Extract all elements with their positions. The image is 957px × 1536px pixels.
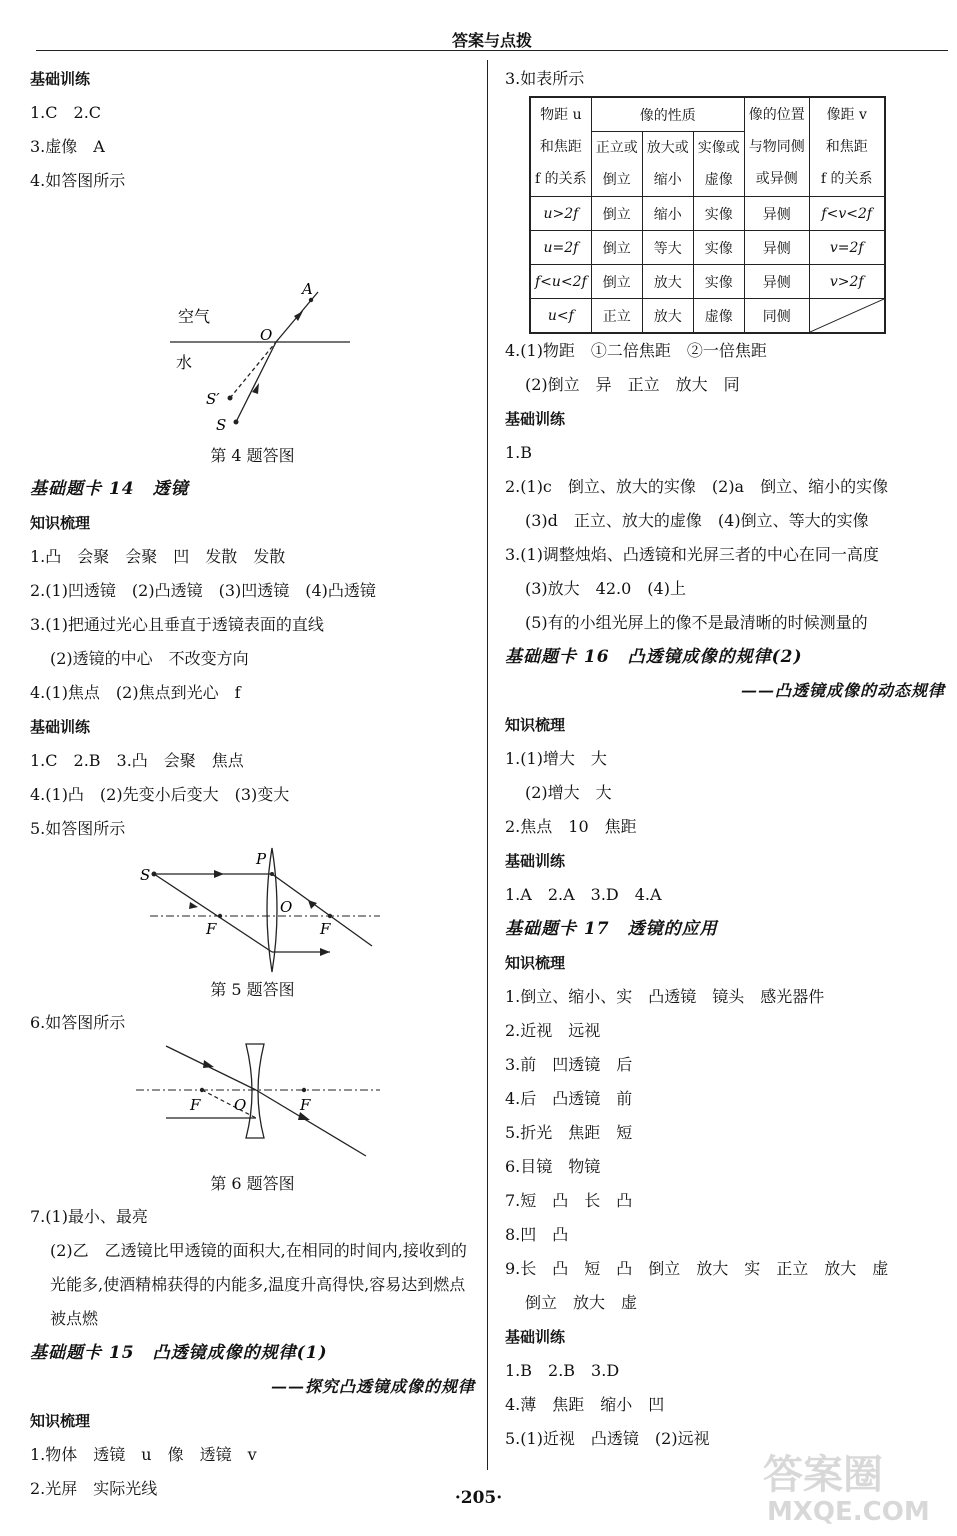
answer-line: 1.B 2.B 3.D: [505, 1361, 620, 1380]
imaging-rules-table: [529, 96, 886, 334]
card-title: 基础题卡 15 凸透镜成像的规律(1): [30, 1343, 328, 1363]
table-subheader: [591, 132, 642, 197]
column-divider: [487, 60, 488, 1470]
concave-lens-diagram: [30, 1040, 470, 1168]
answer-line: 2.光屏 实际光线: [30, 1479, 158, 1498]
table-header-image-distance: [809, 97, 885, 197]
answer-line: 倒立 放大 虚: [525, 1293, 638, 1312]
header-line: 物距 u: [540, 107, 582, 123]
table-cell: 正立: [591, 299, 642, 334]
section-title: 基础训练: [505, 410, 566, 428]
answer-line: 7.短 凸 长 凸: [505, 1191, 633, 1210]
answer-line: 9.长 凸 短 凸 倒立 放大 实 正立 放大 虚: [505, 1259, 889, 1278]
table-cell: 虚像: [693, 299, 744, 334]
card-title: 基础题卡 17 透镜的应用: [505, 919, 718, 939]
table-cell: 异侧: [744, 231, 809, 265]
header-line: 和焦距: [539, 139, 582, 155]
header-line: 或异侧: [755, 171, 798, 187]
header-line: f 的关系: [820, 171, 873, 187]
point-s-label: S: [216, 416, 227, 434]
table-cell: 异侧: [744, 265, 809, 299]
page-header: 答案与点拨: [451, 31, 532, 50]
focus-left-label: F: [206, 920, 217, 938]
header-line: 与物同侧: [748, 139, 805, 155]
section-title: 基础训练: [30, 718, 91, 736]
answer-line: 4.后 凸透镜 前: [505, 1089, 633, 1108]
answer-line: 1.倒立、缩小、实 凸透镜 镜头 感光器件: [505, 987, 825, 1006]
answer-line: 4.(1)焦点 (2)焦点到光心 f: [30, 683, 241, 702]
figure-caption: 第 4 题答图: [210, 446, 295, 465]
answer-line: 5.如答图所示: [30, 819, 126, 838]
table-cell: 实像: [693, 197, 744, 231]
answer-paragraph: (2)乙 乙透镜比甲透镜的面积大,在相同的时间内,接收到的光能多,使酒精棉获得的内能多,温度升高得快,容易达到燃点被点燃: [50, 1241, 467, 1328]
table-cell: f<v<2f: [809, 197, 885, 231]
answer-line: 1.C 2.B 3.凸 会聚 焦点: [30, 751, 244, 770]
watermark-url: MXQE.COM: [767, 1497, 930, 1526]
table-cell: 实像: [693, 231, 744, 265]
table-cell: u<f: [530, 299, 591, 334]
section-title: 基础训练: [505, 852, 566, 870]
header-line: 缩小: [653, 172, 682, 188]
section-title: 知识梳理: [505, 716, 566, 734]
table-cell: 等大: [642, 231, 693, 265]
answer-line: (2)透镜的中心 不改变方向: [50, 649, 249, 668]
answer-line: 3.(1)把通过光心且垂直于透镜表面的直线: [30, 615, 324, 634]
optical-center-label: O: [280, 898, 293, 916]
table-cell: u=2f: [530, 231, 591, 265]
point-o-label: O: [260, 326, 273, 344]
figure-6: [30, 1040, 475, 1168]
section-title: 知识梳理: [30, 1412, 91, 1430]
point-a-label: A: [302, 280, 313, 298]
card-subtitle: ——探究凸透镜成像的规律: [270, 1377, 475, 1396]
answer-line: 3.如表所示: [505, 69, 585, 88]
answer-line: 1.C 2.C: [30, 103, 102, 122]
table-row: [530, 299, 885, 334]
table-row: [530, 265, 885, 299]
answer-line: 6.目镜 物镜: [505, 1157, 601, 1176]
table-cell: 放大: [642, 299, 693, 334]
table-cell: v>2f: [809, 265, 885, 299]
answer-line: 2.(1)c 倒立、放大的实像 (2)a 倒立、缩小的实像: [505, 477, 889, 496]
answer-line: 4.(1)凸 (2)先变小后变大 (3)变大: [30, 785, 290, 804]
refraction-diagram: [30, 198, 470, 440]
header-line: 实像或: [697, 140, 740, 156]
table-row: [530, 197, 885, 231]
answer-line: 4.薄 焦距 缩小 凹: [505, 1395, 665, 1414]
watermark-text: 答案圈: [763, 1451, 883, 1498]
focus-left-label: F: [190, 1096, 201, 1114]
table-cell: 倒立: [591, 197, 642, 231]
table-cell: 实像: [693, 265, 744, 299]
figure-caption: 第 5 题答图: [210, 980, 295, 999]
table-subheader: [693, 132, 744, 197]
table-cell: 缩小: [642, 197, 693, 231]
header-rule: [36, 50, 948, 51]
right-column: [505, 62, 945, 1456]
answer-line: 3.前 凹透镜 后: [505, 1055, 633, 1074]
answer-line: 1.物体 透镜 u 像 透镜 v: [30, 1445, 257, 1464]
figure-caption: 第 6 题答图: [210, 1174, 295, 1193]
section-title: 基础训练: [505, 1328, 566, 1346]
header-line: 放大或: [646, 140, 689, 156]
answer-line: (5)有的小组光屏上的像不是最清晰的时候测量的: [525, 613, 868, 632]
table-header-image-position: [744, 97, 809, 197]
table-header-image-nature: 像的性质: [591, 97, 744, 132]
answer-line: 2.近视 远视: [505, 1021, 601, 1040]
table-cell: u>2f: [530, 197, 591, 231]
answer-line: 3.虚像 A: [30, 137, 105, 156]
air-label: 空气: [178, 307, 211, 326]
header-line: 和焦距: [825, 139, 868, 155]
optical-center-label: O: [234, 1096, 247, 1114]
answer-line: 2.(1)凹透镜 (2)凸透镜 (3)凹透镜 (4)凸透镜: [30, 581, 376, 600]
card-title: 基础题卡 16 凸透镜成像的规律(2): [505, 647, 803, 667]
left-column: [30, 62, 475, 1506]
table-cell: f<u<2f: [530, 265, 591, 299]
table-cell: 倒立: [591, 231, 642, 265]
card-title: 基础题卡 14 透镜: [30, 479, 189, 499]
answer-line: 8.凹 凸: [505, 1225, 569, 1244]
header-line: f 的关系: [535, 171, 587, 187]
table-cell: 同侧: [744, 299, 809, 334]
section-title: 基础训练: [30, 70, 91, 88]
answer-line: 6.如答图所示: [30, 1013, 126, 1032]
section-title: 知识梳理: [30, 514, 91, 532]
answer-line: 5.折光 焦距 短: [505, 1123, 633, 1142]
answer-line: 4.如答图所示: [30, 171, 126, 190]
answer-line: (3)放大 42.0 (4)上: [525, 579, 686, 598]
card-subtitle: ——凸透镜成像的动态规律: [740, 681, 945, 700]
table-cell: 倒立: [591, 265, 642, 299]
table-cell: 放大: [642, 265, 693, 299]
table-subheader: [642, 132, 693, 197]
table-row: [530, 231, 885, 265]
table-cell-empty: [809, 299, 885, 334]
water-label: 水: [176, 353, 193, 372]
answer-line: 7.(1)最小、最亮: [30, 1207, 148, 1226]
answer-line: 5.(1)近视 凸透镜 (2)远视: [505, 1429, 710, 1448]
answer-line: 1.A 2.A 3.D 4.A: [505, 885, 662, 904]
answer-line: 3.(1)调整烛焰、凸透镜和光屏三者的中心在同一高度: [505, 545, 879, 564]
header-line: 正立或: [595, 140, 638, 156]
header-line: 虚像: [704, 172, 733, 188]
table-cell: v=2f: [809, 231, 885, 265]
point-s-label: S: [140, 866, 151, 884]
answer-line: 1.(1)增大 大: [505, 749, 607, 768]
point-p-label: P: [256, 850, 267, 868]
focus-right-label: F: [320, 920, 331, 938]
diagonal-slash: [810, 299, 884, 332]
header-line: 像距 v: [826, 107, 867, 123]
answer-line: (2)增大 大: [525, 783, 612, 802]
answer-line: (3)d 正立、放大的虚像 (4)倒立、等大的实像: [525, 511, 869, 530]
answer-line: 4.(1)物距 ①二倍焦距 ②一倍焦距: [505, 341, 767, 360]
figure-5: [30, 846, 475, 974]
answer-line: 1.凸 会聚 会聚 凹 发散 发散: [30, 547, 286, 566]
point-s-prime-label: S′: [206, 390, 220, 408]
header-line: 像的位置: [748, 107, 805, 123]
section-title: 知识梳理: [505, 954, 566, 972]
convex-lens-diagram: [30, 846, 470, 974]
focus-right-label: F: [300, 1096, 311, 1114]
page-number: ·205·: [454, 1488, 503, 1508]
answer-line: 2.焦点 10 焦距: [505, 817, 637, 836]
header-line: 倒立: [602, 172, 631, 188]
table-header-object-distance: [530, 97, 591, 197]
answer-line: 1.B: [505, 443, 533, 462]
watermark-logo: [753, 1442, 943, 1526]
answer-line: (2)倒立 异 正立 放大 同: [525, 375, 740, 394]
table-cell: 异侧: [744, 197, 809, 231]
figure-4: [30, 198, 475, 440]
